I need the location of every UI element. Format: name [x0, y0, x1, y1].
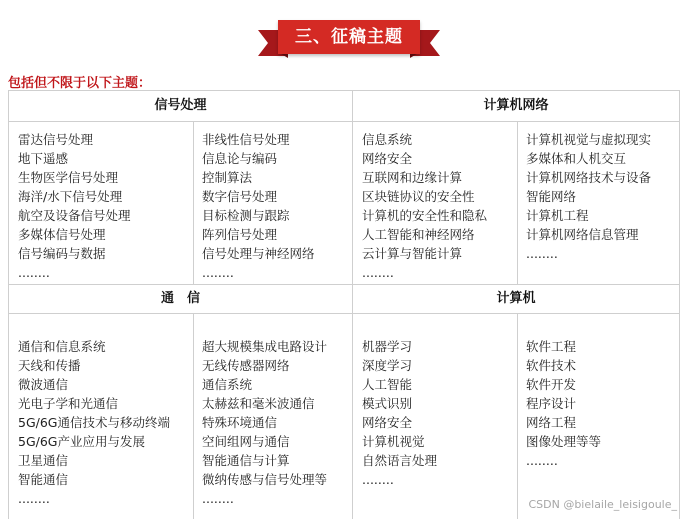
list-item: ........ — [362, 472, 394, 487]
list-item: 信号编码与数据 — [18, 246, 106, 261]
list-item: 信号处理与神经网络 — [202, 246, 315, 261]
list-item: 特殊环境通信 — [202, 415, 278, 430]
list-item: 航空及设备信号处理 — [18, 208, 131, 223]
list-item: 信息系统 — [362, 132, 413, 147]
list-item: 计算机网络技术与设备 — [526, 170, 652, 185]
list-item: 微纳传感与信号处理等 — [202, 472, 328, 487]
csdn-watermark: CSDN @bielaile_leisigoule_ — [528, 498, 677, 511]
section-banner — [258, 18, 440, 60]
list-item: 计算机视觉 — [362, 434, 425, 449]
list-item: ........ — [526, 246, 558, 261]
list-item: 非线性信号处理 — [202, 132, 290, 147]
list-item: 天线和传播 — [18, 358, 81, 373]
list-item: ........ — [362, 265, 394, 280]
list-item: 云计算与智能计算 — [362, 246, 463, 261]
list-item: 海洋/水下信号处理 — [18, 189, 123, 204]
list-item: 数字信号处理 — [202, 189, 278, 204]
list-item: 阵列信号处理 — [202, 227, 278, 242]
list-item: 无线传感器网络 — [202, 358, 290, 373]
list-item: 智能网络 — [526, 189, 577, 204]
list-item: 计算机工程 — [526, 208, 589, 223]
network-topic-list-2 — [526, 130, 651, 263]
list-item: 微波通信 — [18, 377, 69, 392]
list-item: 信息论与编码 — [202, 151, 278, 166]
list-item: 网络安全 — [362, 415, 413, 430]
list-item: 超大规模集成电路设计 — [202, 339, 328, 354]
list-item: 程序设计 — [526, 396, 577, 411]
subcolumn-divider — [193, 121, 194, 284]
list-item: ........ — [18, 265, 50, 280]
list-item: ........ — [202, 265, 234, 280]
comm-topic-list-1 — [18, 337, 170, 508]
computer-topic-list-1 — [362, 337, 437, 489]
topics-table — [8, 90, 680, 519]
list-item: 自然语言处理 — [362, 453, 438, 468]
list-item: 软件工程 — [526, 339, 577, 354]
list-item: 区块链协议的安全性 — [362, 189, 475, 204]
list-item: 多媒体信号处理 — [18, 227, 106, 242]
subcolumn-divider — [517, 121, 518, 284]
list-item: 网络安全 — [362, 151, 413, 166]
list-item: 多媒体和人机交互 — [526, 151, 627, 166]
list-item: 计算机网络信息管理 — [526, 227, 639, 242]
signal-topic-list-1 — [18, 130, 131, 282]
list-item: 模式识别 — [362, 396, 413, 411]
list-item: 通信和信息系统 — [18, 339, 106, 354]
list-item: ........ — [526, 453, 558, 468]
list-item: 卫星通信 — [18, 453, 69, 468]
list-item: 软件开发 — [526, 377, 577, 392]
banner-title: 三、征稿主题 — [278, 20, 420, 54]
list-item: 智能通信与计算 — [202, 453, 290, 468]
subcolumn-divider — [517, 313, 518, 519]
list-item: 网络工程 — [526, 415, 577, 430]
computer-topic-list-2 — [526, 337, 601, 470]
list-item: ........ — [202, 491, 234, 506]
list-item: 计算机的安全性和隐私 — [362, 208, 488, 223]
section-title-signal: 信号处理 — [154, 98, 207, 113]
section-title-network: 计算机网络 — [483, 98, 549, 113]
list-item: ........ — [18, 491, 50, 506]
list-item: 图像处理等等 — [526, 434, 602, 449]
row-divider — [9, 121, 679, 122]
list-item: 5G/6G通信技术与移动终端 — [18, 415, 170, 430]
subcolumn-divider — [193, 313, 194, 519]
list-item: 互联网和边缘计算 — [362, 170, 463, 185]
comm-topic-list-2 — [202, 337, 327, 508]
list-item: 机器学习 — [362, 339, 413, 354]
list-item: 5G/6G产业应用与发展 — [18, 434, 145, 449]
list-item: 空间组网与通信 — [202, 434, 290, 449]
list-item: 目标检测与跟踪 — [202, 208, 290, 223]
list-item: 太赫兹和毫米波通信 — [202, 396, 315, 411]
list-item: 人工智能和神经网络 — [362, 227, 475, 242]
list-item: 人工智能 — [362, 377, 413, 392]
intro-text: 包括但不限于以下主题： — [8, 76, 152, 91]
list-item: 雷达信号处理 — [18, 132, 94, 147]
list-item: 光电子学和光通信 — [18, 396, 119, 411]
list-item: 深度学习 — [362, 358, 413, 373]
list-item: 智能通信 — [18, 472, 69, 487]
network-topic-list-1 — [362, 130, 487, 282]
list-item: 软件技术 — [526, 358, 577, 373]
list-item: 控制算法 — [202, 170, 253, 185]
section-title-comm: 通 信 — [160, 291, 200, 306]
list-item: 生物医学信号处理 — [18, 170, 119, 185]
list-item: 通信系统 — [202, 377, 253, 392]
list-item: 地下遥感 — [18, 151, 69, 166]
signal-topic-list-2 — [202, 130, 315, 282]
list-item: 计算机视觉与虚拟现实 — [526, 132, 652, 147]
section-title-computer: 计算机 — [496, 291, 536, 306]
